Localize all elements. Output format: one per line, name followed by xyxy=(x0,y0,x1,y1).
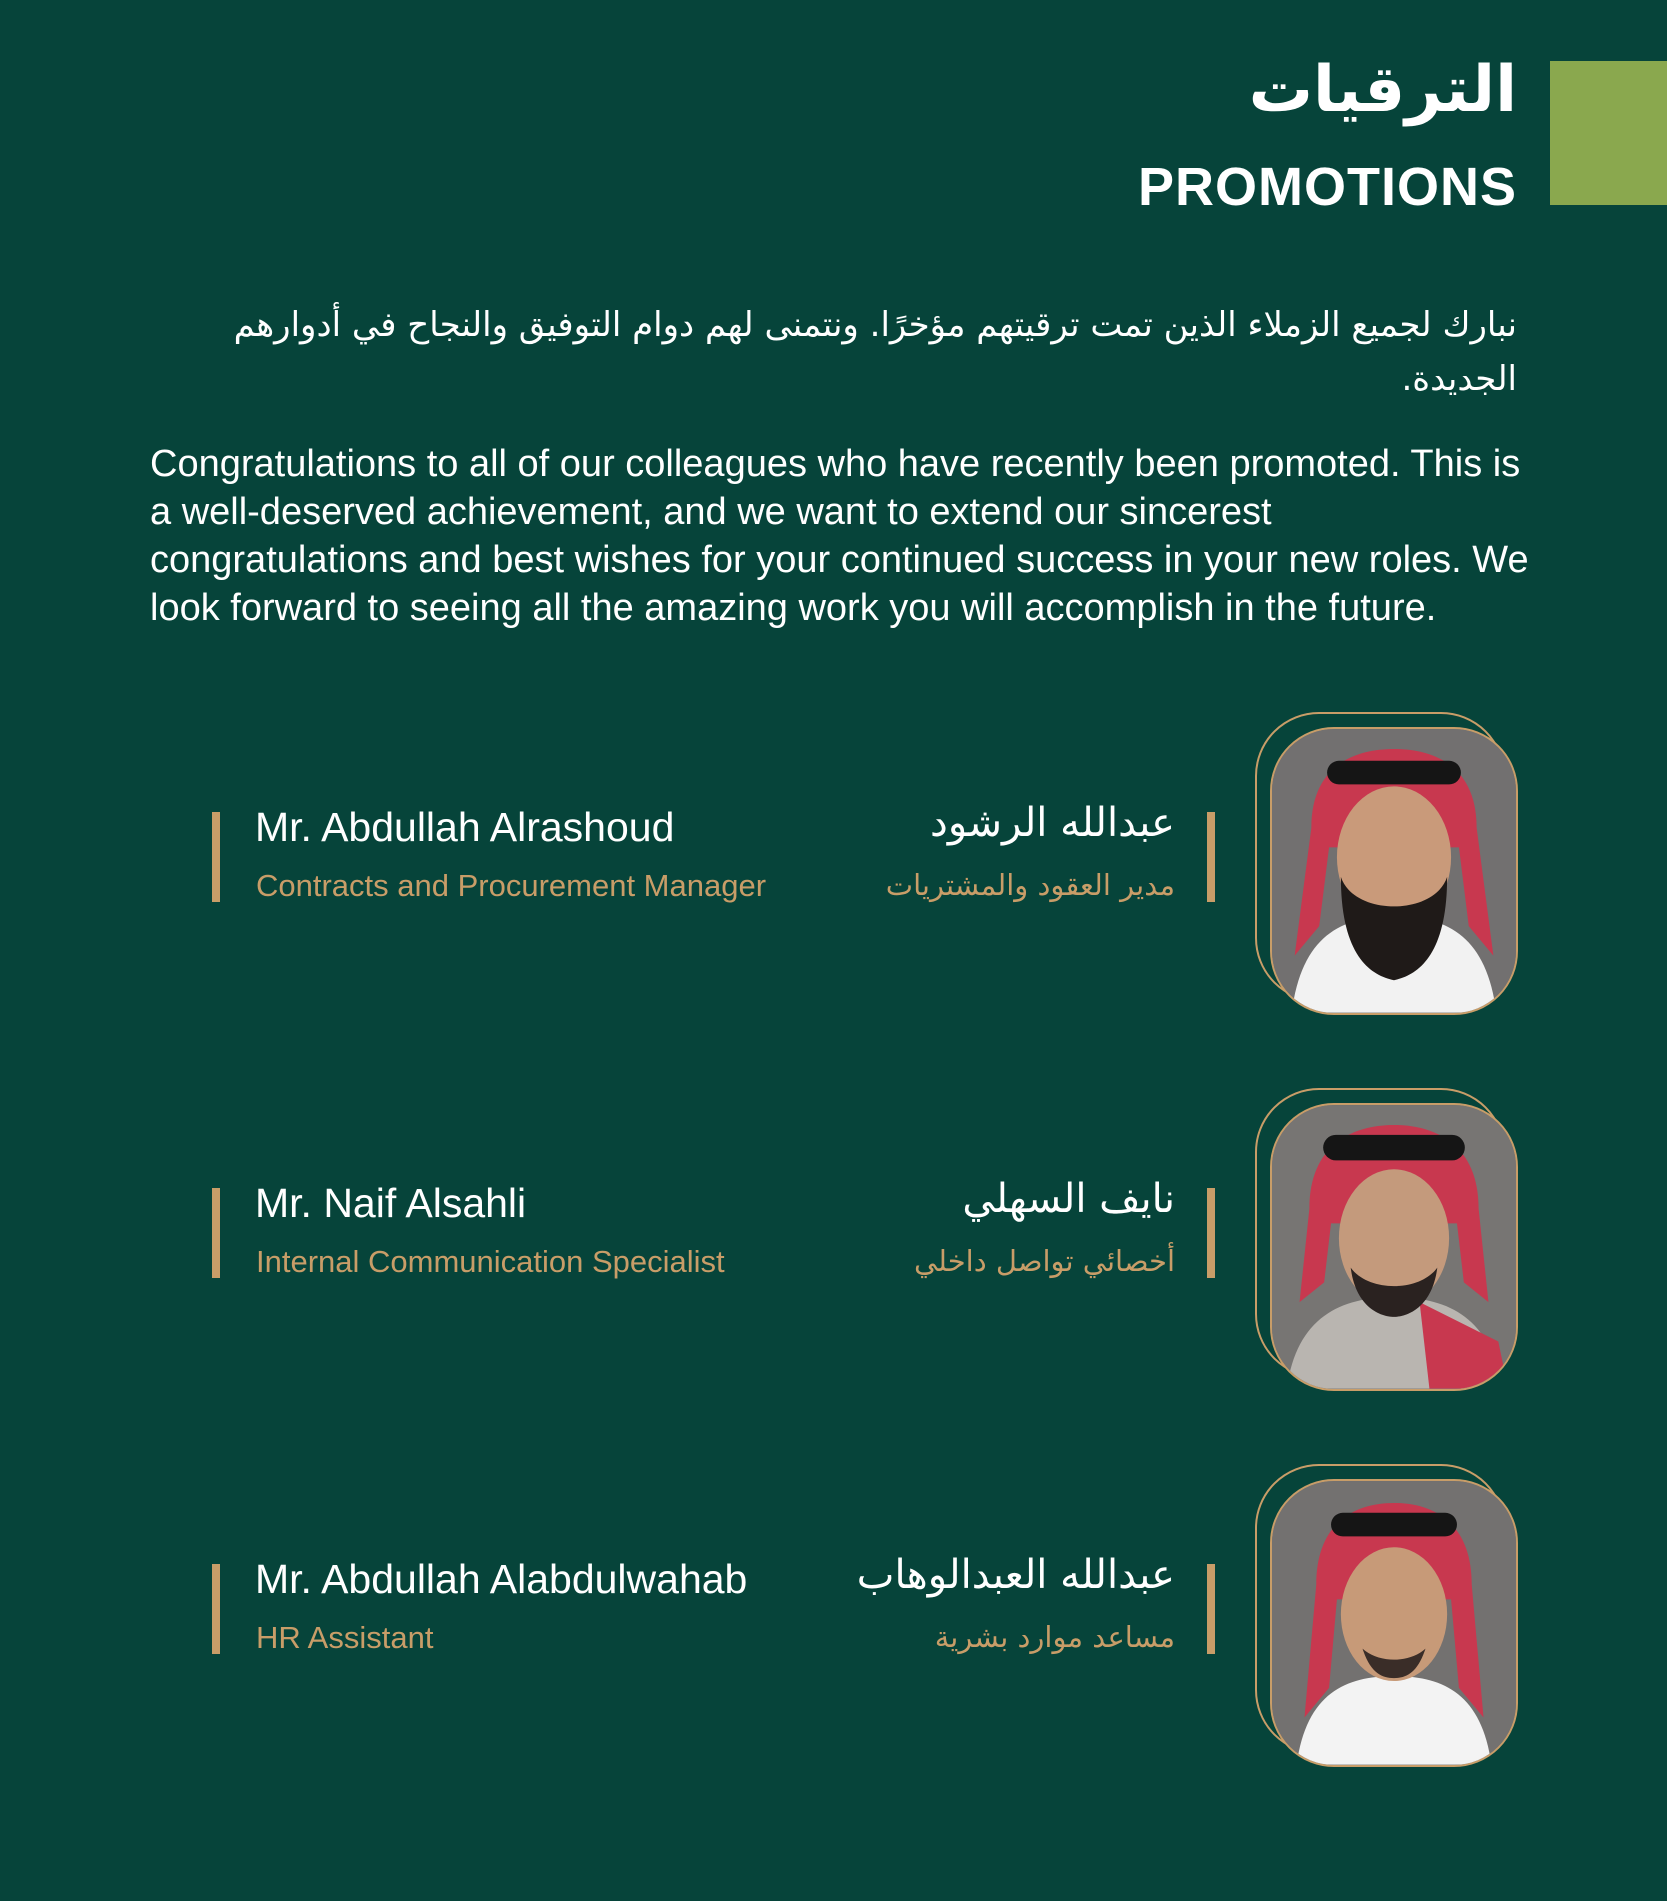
promotion-card xyxy=(0,1088,1667,1398)
gold-divider-bar xyxy=(212,812,220,902)
employee-name-english: Mr. Abdullah Alabdulwahab xyxy=(255,1556,748,1602)
gold-divider-bar xyxy=(212,1564,220,1654)
person-portrait-icon xyxy=(1272,1105,1516,1389)
employee-role-arabic: مدير العقود والمشتريات xyxy=(885,868,1175,902)
person-portrait-icon xyxy=(1272,1481,1516,1765)
employee-role-english: Internal Communication Specialist xyxy=(256,1244,725,1279)
gold-divider-bar xyxy=(1207,1188,1215,1278)
employee-name-arabic: عبدالله العبدالوهاب xyxy=(856,1552,1175,1598)
gold-divider-bar xyxy=(1207,1564,1215,1654)
intro-text-arabic: نبارك لجميع الزملاء الذين تمت ترقيتهم مؤخرًا. ونتمنى لهم دوام التوفيق والنجاح في أدوارهم الجديدة. xyxy=(233,305,1517,399)
employee-role-english: Contracts and Procurement Manager xyxy=(256,868,767,903)
gold-divider-bar xyxy=(1207,812,1215,902)
employee-name-arabic: عبدالله الرشود xyxy=(930,800,1175,846)
promotion-card xyxy=(0,712,1667,1022)
header-accent-block xyxy=(1550,61,1667,205)
employee-role-arabic: مساعد موارد بشرية xyxy=(934,1620,1175,1654)
employee-name-english: Mr. Abdullah Alrashoud xyxy=(255,804,675,850)
employee-photo xyxy=(1270,1103,1518,1391)
employee-photo xyxy=(1270,1479,1518,1767)
promotion-card xyxy=(0,1464,1667,1774)
intro-text-english: Congratulations to all of our colleagues who have recently been promoted. This is a well-deserved achievement, and we want to extend our sincerest congratulations and best wishes for your continued success in your new roles. We look forward to seeing all the amazing work you will accomplish in the future. xyxy=(150,443,1529,629)
employee-role-english: HR Assistant xyxy=(256,1620,434,1655)
person-portrait-icon xyxy=(1272,729,1516,1013)
employee-name-english: Mr. Naif Alsahli xyxy=(255,1180,527,1226)
employee-name-arabic: نايف السهلي xyxy=(962,1176,1175,1222)
page-title-english: PROMOTIONS xyxy=(1137,157,1517,217)
page-title-arabic: الترقيات xyxy=(1248,53,1517,127)
employee-photo xyxy=(1270,727,1518,1015)
gold-divider-bar xyxy=(212,1188,220,1278)
employee-role-arabic: أخصائي تواصل داخلي xyxy=(913,1244,1175,1278)
